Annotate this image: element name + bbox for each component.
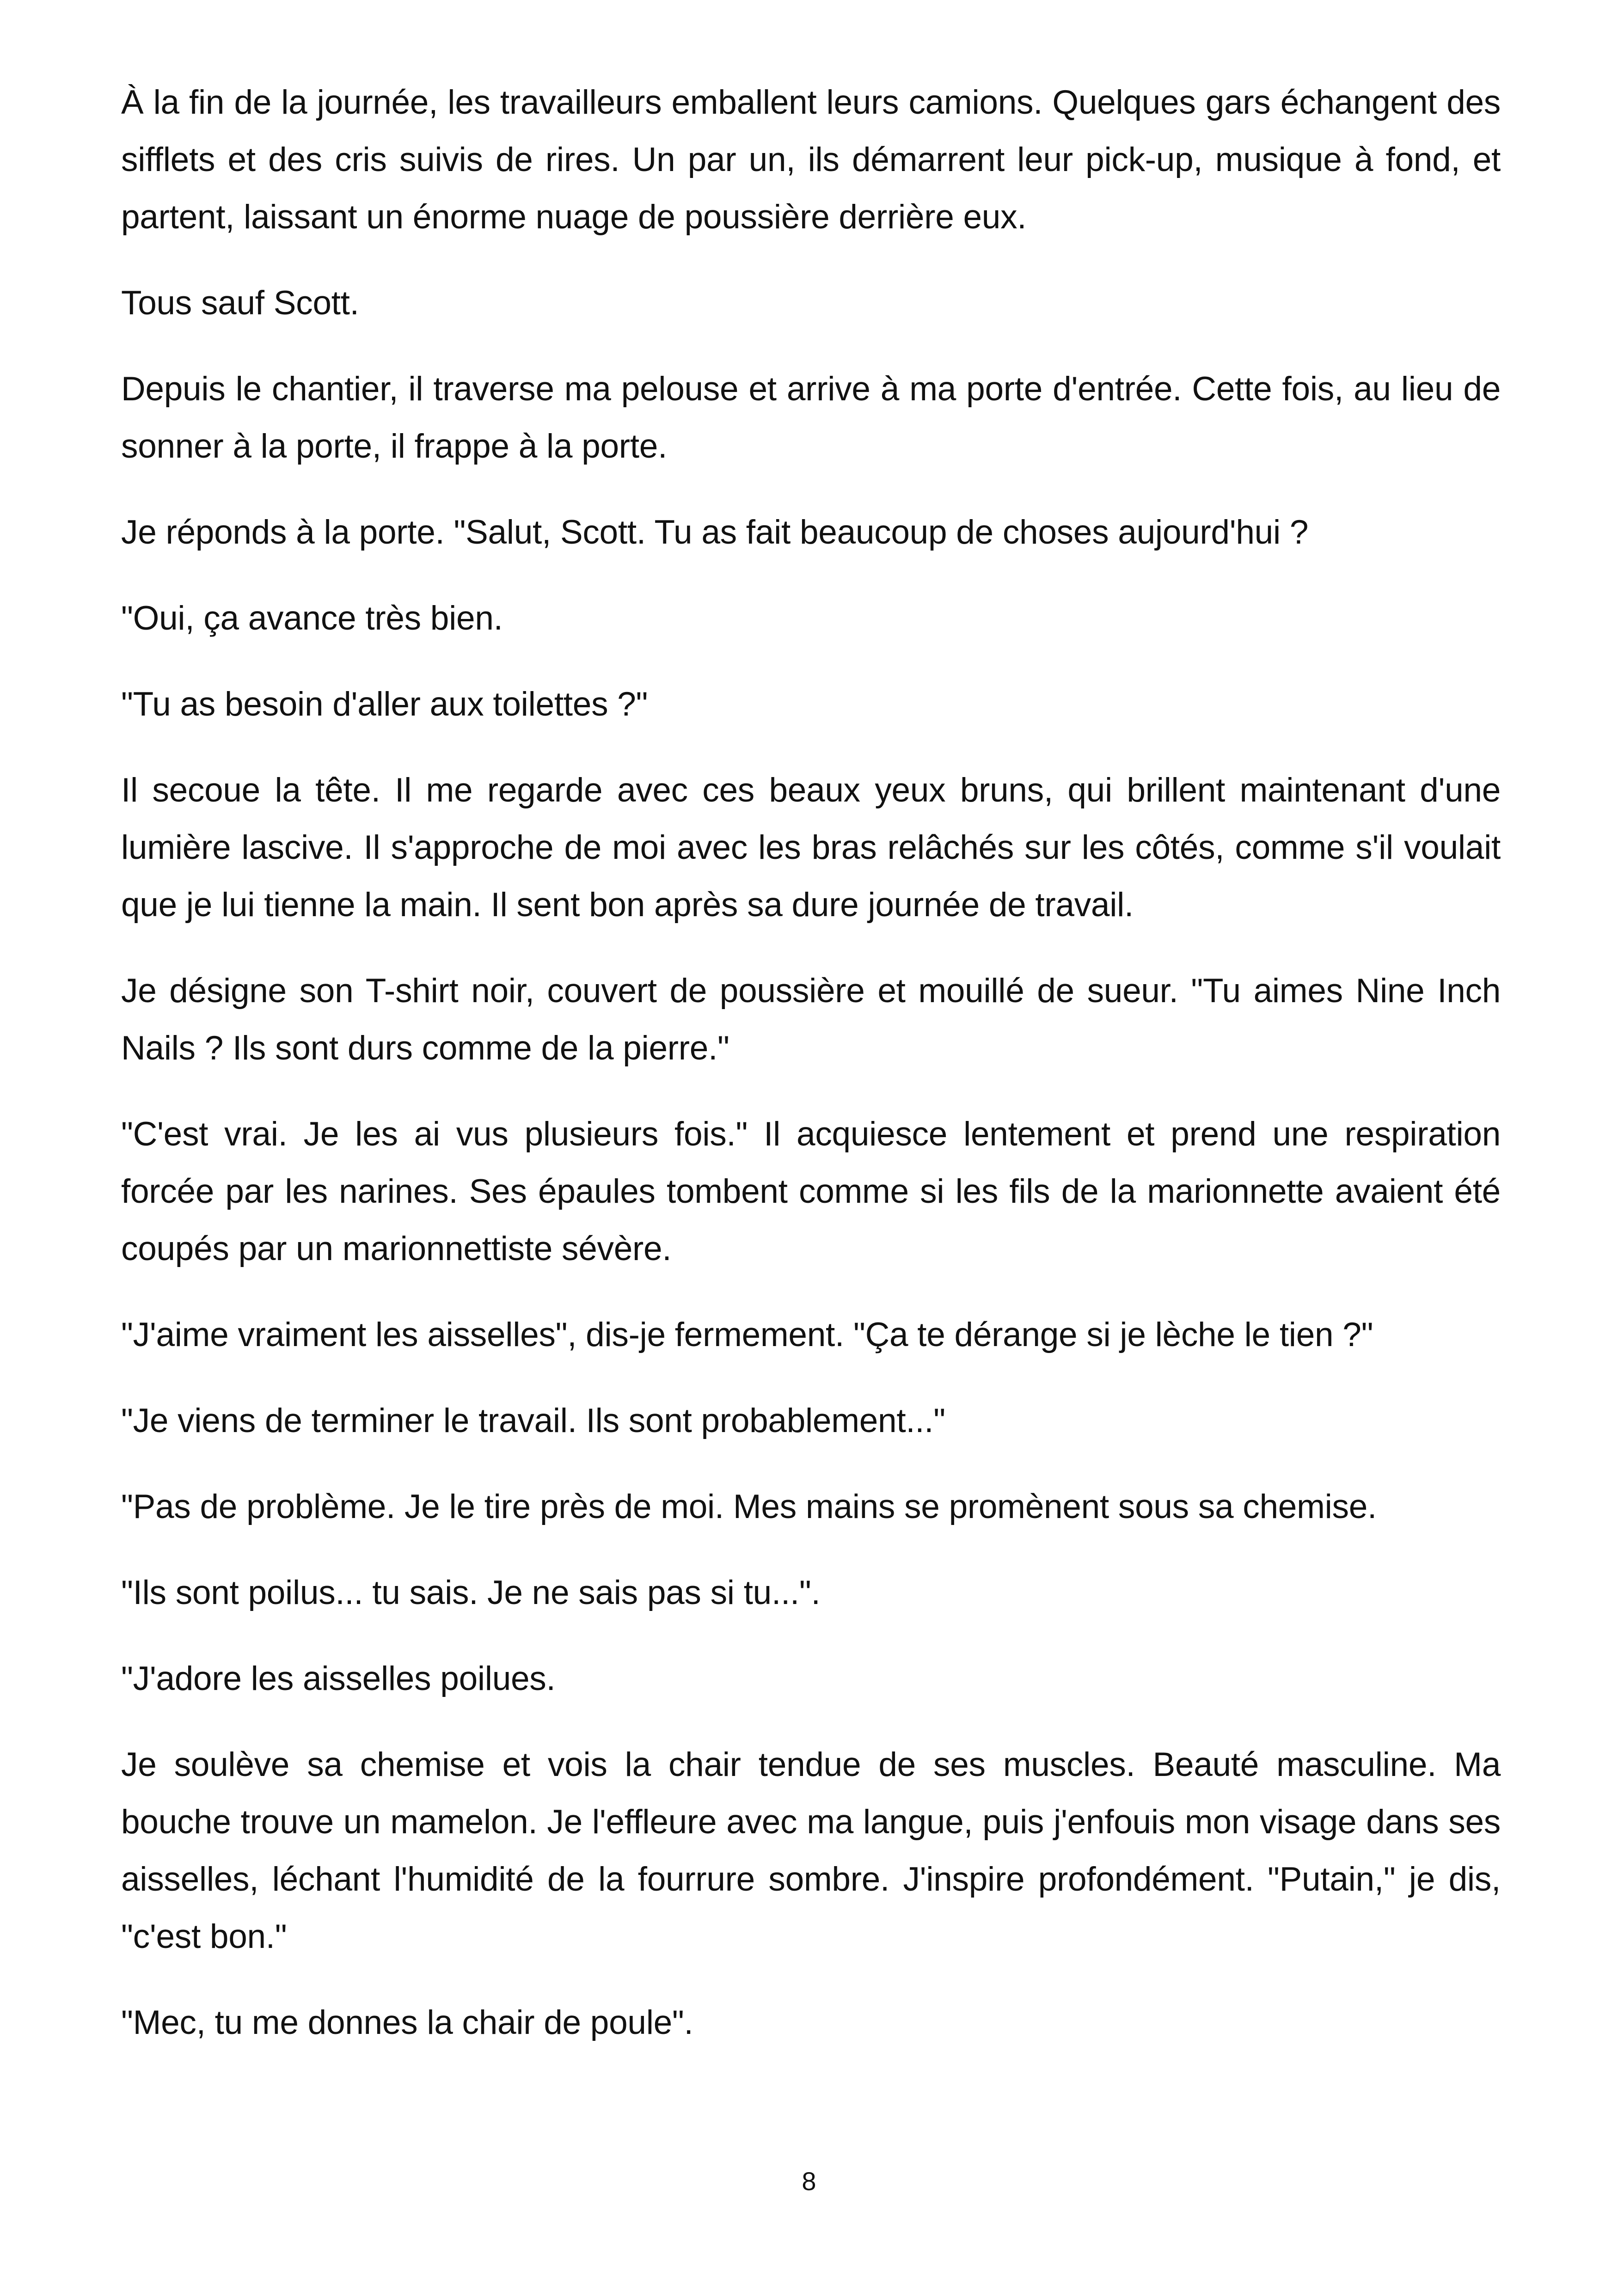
body-text [121,74,1501,2080]
paragraph: Je désigne son T-shirt noir, couvert de poussière et mouillé de sueur. "Tu aimes Nine Inch Nails ? Ils sont durs comme de la pierre." [121,972,1501,1067]
paragraph: "J'adore les aisselles poilues. [121,1660,556,1697]
paragraph: Il secoue la tête. Il me regarde avec ces beaux yeux bruns, qui brillent maintenant d'une lumière lascive. Il s'approche de moi avec les bras relâchés sur les côtés, comme s'il voulait que je lui tienne la main. Il sent bon après sa dure journée de travail. [121,771,1501,924]
paragraph: "Pas de problème. Je le tire près de moi. Mes mains se promènent sous sa chemise. [121,1488,1377,1525]
paragraph: "C'est vrai. Je les ai vus plusieurs fois." Il acquiesce lentement et prend une respiration forcée par les narines. Ses épaules tombent comme si les fils de la marionnette avaient été coupés par un marionnettiste sévère. [121,1115,1501,1267]
paragraph: "Mec, tu me donnes la chair de poule". [121,2004,693,2041]
paragraph: Je soulève sa chemise et vois la chair tendue de ses muscles. Beauté masculine. Ma bouche trouve un mamelon. Je l'effleure avec ma langue, puis j'enfouis mon visage dans ses aisselles, léchant l'humidité de la fourrure sombre. J'inspire profondément. "Putain," je dis, "c'est bon." [121,1746,1501,1955]
paragraph: "Oui, ça avance très bien. [121,600,503,637]
page-number: 8 [802,2167,816,2196]
paragraph: "Ils sont poilus... tu sais. Je ne sais pas si tu...". [121,1574,821,1611]
paragraph: Depuis le chantier, il traverse ma pelouse et arrive à ma porte d'entrée. Cette fois, au lieu de sonner à la porte, il frappe à la porte. [121,370,1501,465]
paragraph: Je réponds à la porte. "Salut, Scott. Tu as fait beaucoup de choses aujourd'hui ? [121,514,1309,551]
paragraph: "Je viens de terminer le travail. Ils sont probablement..." [121,1402,945,1439]
paragraph: Tous sauf Scott. [121,284,359,322]
paragraph: "Tu as besoin d'aller aux toilettes ?" [121,686,648,723]
paragraph: "J'aime vraiment les aisselles", dis-je fermement. "Ça te dérange si je lèche le tien ?" [121,1316,1373,1353]
paragraph: À la fin de la journée, les travailleurs emballent leurs camions. Quelques gars échangent des sifflets et des cris suivis de rires. Un par un, ils démarrent leur pick-up, musique à fond, et partent, laissant un énorme nuage de poussière derrière eux. [121,84,1501,236]
